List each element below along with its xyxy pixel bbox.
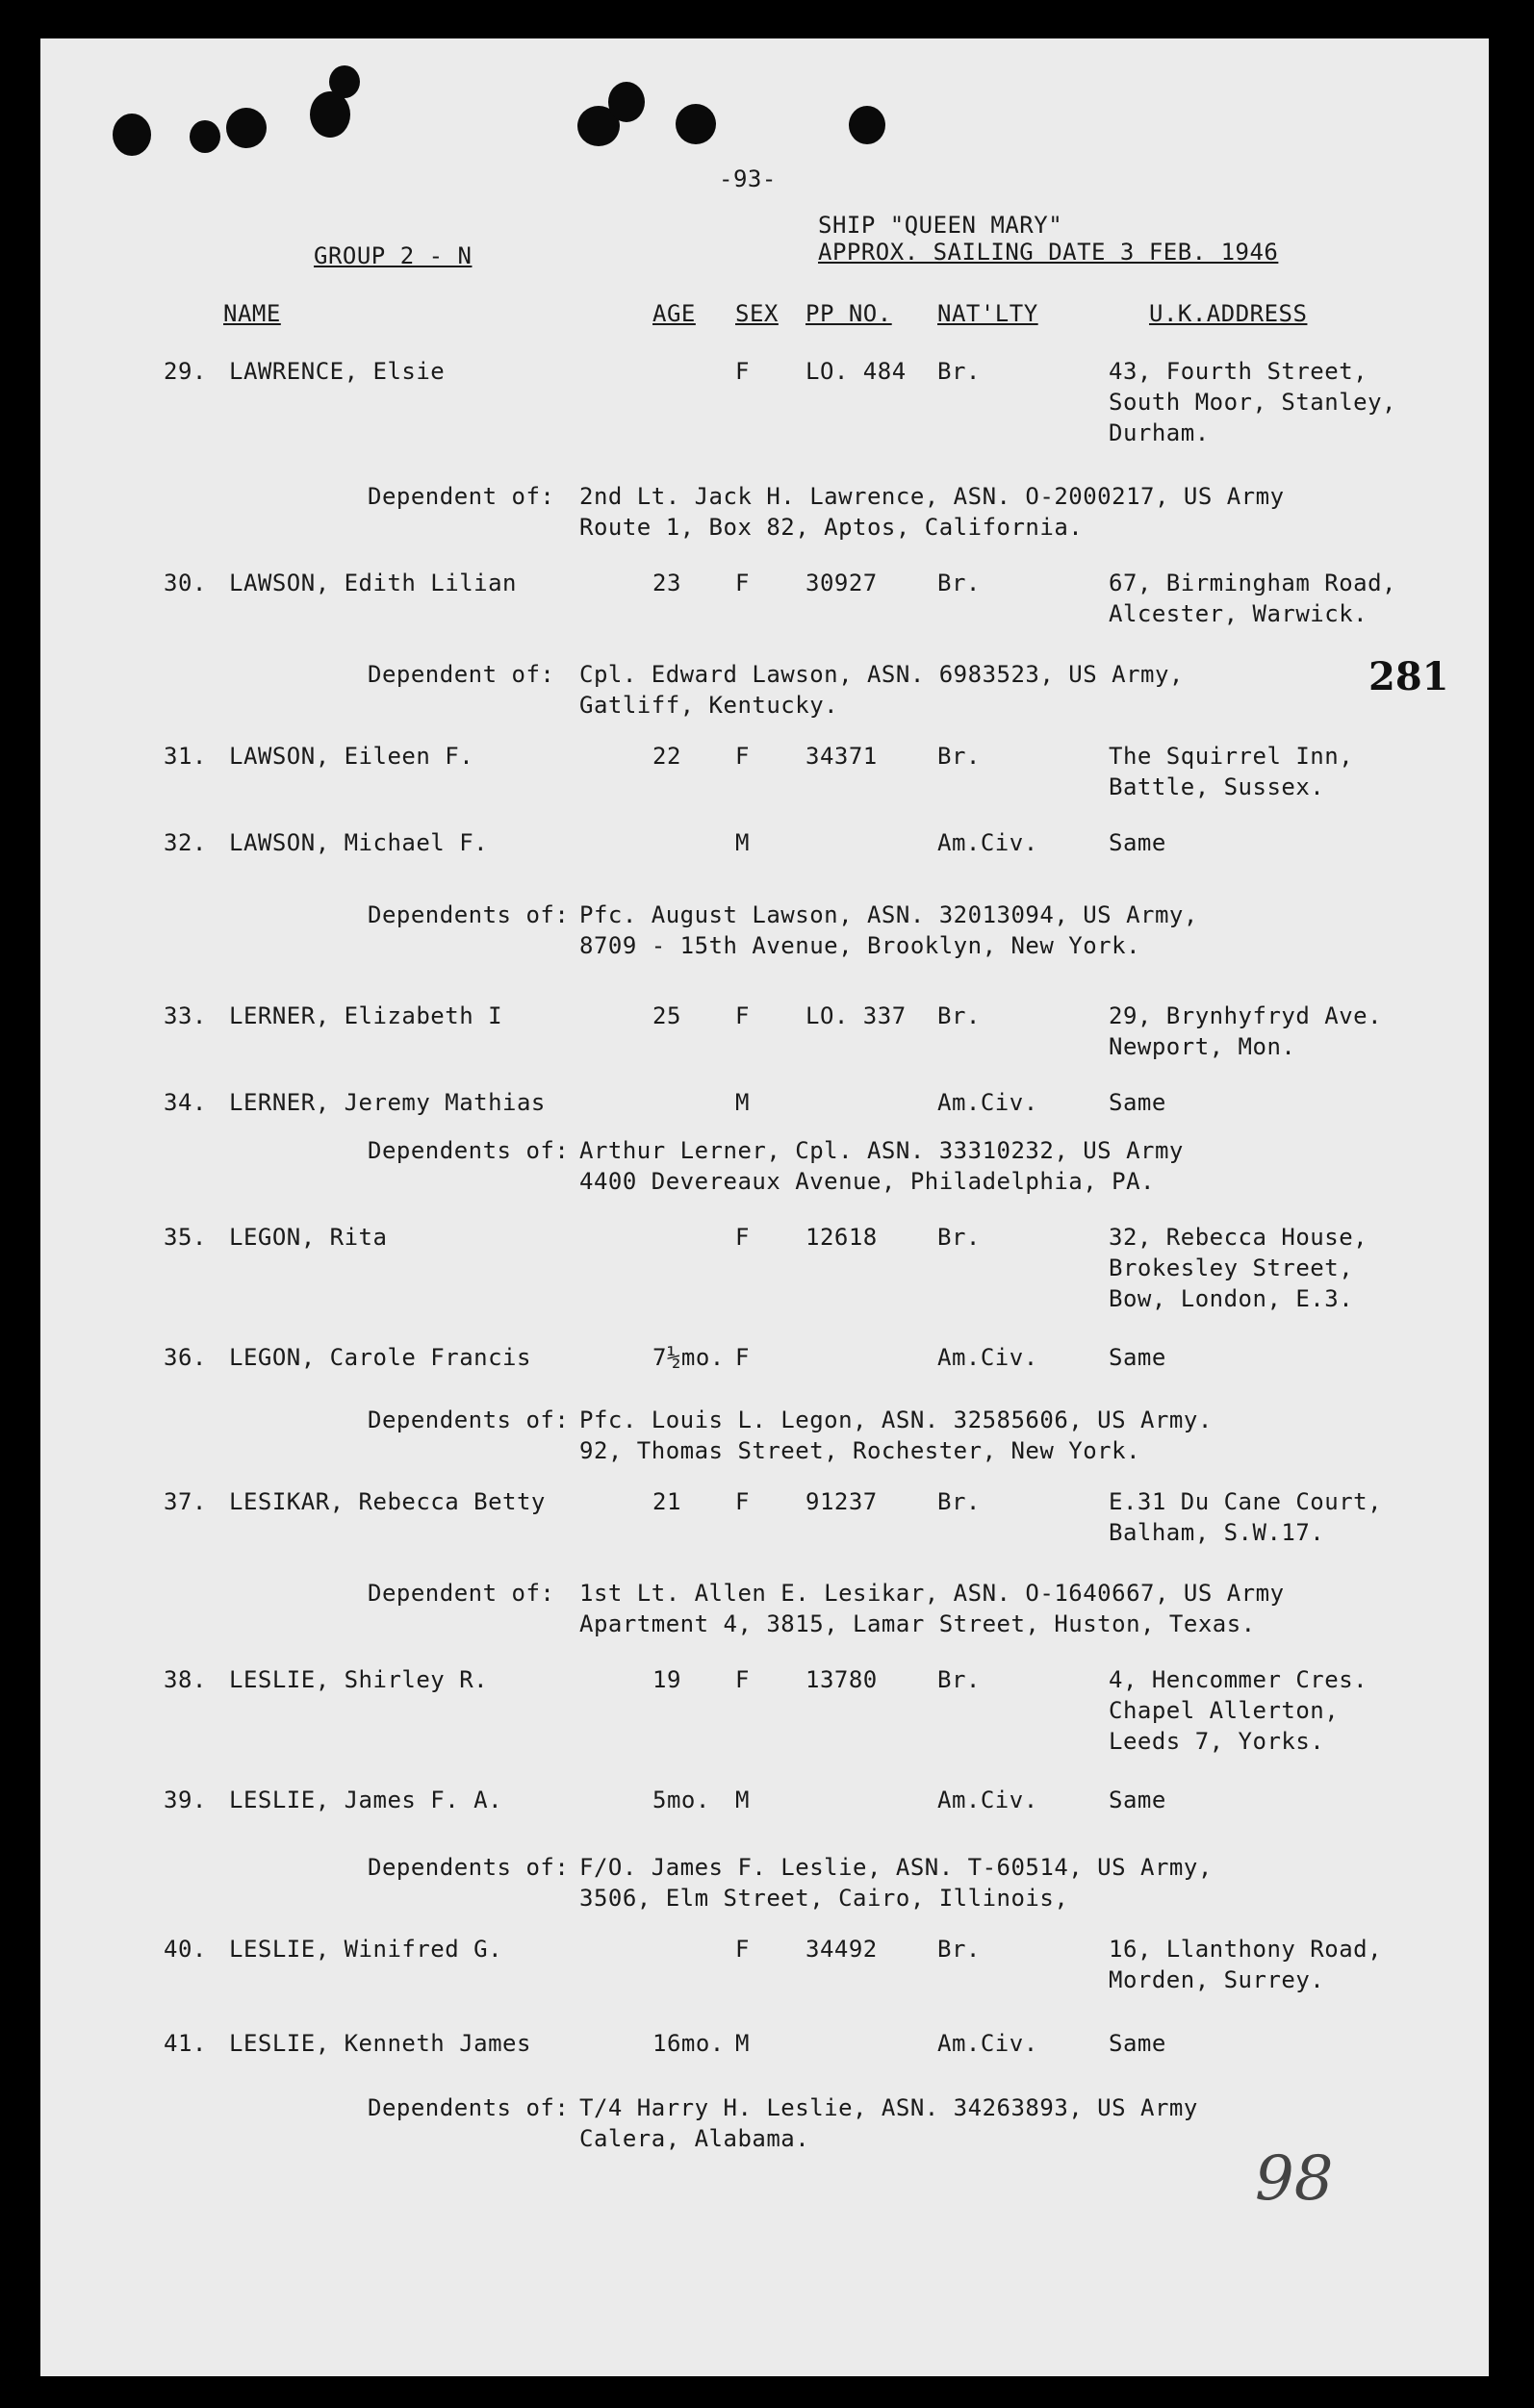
dependent-details: 1st Lt. Allen E. Lesikar, ASN. O-1640667, US Army Apartment 4, 3815, Lamar Street, Huston, Texas. (579, 1580, 1285, 1637)
entry-age: 23 (652, 570, 681, 596)
entry-nat: Br. (937, 358, 981, 385)
punch-hole (113, 114, 151, 156)
entry-name: LESLIE, Shirley R. (229, 1666, 489, 1693)
entry-age: 19 (652, 1666, 681, 1693)
entry-sex: M (735, 1787, 750, 1813)
entry-address: E.31 Du Cane Court, Balham, S.W.17. (1109, 1488, 1383, 1546)
handwritten-number: 98 (1255, 2143, 1334, 2215)
dependent-details: T/4 Harry H. Leslie, ASN. 34263893, US Army Calera, Alabama. (579, 2094, 1198, 2152)
page-label: -93- (719, 165, 777, 192)
entry-name: LAWSON, Eileen F. (229, 743, 474, 770)
entry-name: LERNER, Elizabeth I (229, 1002, 503, 1029)
entry-address: 43, Fourth Street, South Moor, Stanley, Durham. (1109, 358, 1396, 446)
punch-hole (226, 108, 267, 148)
entry-sex: F (735, 1224, 750, 1251)
entry-no: 29. (164, 358, 207, 385)
entry-nat: Br. (937, 570, 981, 596)
entry-name: LEGON, Rita (229, 1224, 388, 1251)
entry-nat: Am.Civ. (937, 1787, 1038, 1813)
entry-name: LAWRENCE, Elsie (229, 358, 446, 385)
entry-pp: 34492 (805, 1936, 878, 1963)
entry-no: 41. (164, 2030, 207, 2057)
entry-age: 5mo. (652, 1787, 710, 1813)
sailing-date-line: APPROX. SAILING DATE 3 FEB. 1946 (818, 239, 1279, 266)
entry-nat: Am.Civ. (937, 1344, 1038, 1371)
entry-sex: F (735, 743, 750, 770)
entry-address: 32, Rebecca House, Brokesley Street, Bow, London, E.3. (1109, 1224, 1368, 1312)
dependent-label: Dependents of: (368, 901, 570, 928)
entry-sex: F (735, 1488, 750, 1515)
entry-sex: F (735, 1002, 750, 1029)
entry-no: 31. (164, 743, 207, 770)
entry-name: LESLIE, James F. A. (229, 1787, 503, 1813)
entry-name: LERNER, Jeremy Mathias (229, 1089, 546, 1116)
entry-address: Same (1109, 1344, 1166, 1371)
dependent-label: Dependent of: (368, 1580, 555, 1607)
entry-nat: Br. (937, 1002, 981, 1029)
entry-no: 37. (164, 1488, 207, 1515)
punch-hole (676, 104, 716, 144)
entry-nat: Br. (937, 1488, 981, 1515)
entry-pp: LO. 484 (805, 358, 907, 385)
entry-nat: Am.Civ. (937, 1089, 1038, 1116)
column-header-name: NAME (223, 300, 281, 327)
entry-no: 32. (164, 829, 207, 856)
entry-name: LEGON, Carole Francis (229, 1344, 531, 1371)
column-header-uk-address: U.K.ADDRESS (1149, 300, 1308, 327)
entry-age: 16mo. (652, 2030, 725, 2057)
entry-age: 22 (652, 743, 681, 770)
entry-no: 39. (164, 1787, 207, 1813)
entry-name: LESLIE, Winifred G. (229, 1936, 503, 1963)
column-header-sex: SEX (735, 300, 779, 327)
entry-sex: M (735, 2030, 750, 2057)
punch-hole (329, 65, 360, 98)
entry-pp: 12618 (805, 1224, 878, 1251)
punch-hole (608, 82, 645, 122)
entry-nat: Br. (937, 1666, 981, 1693)
entry-sex: F (735, 570, 750, 596)
entry-name: LAWSON, Michael F. (229, 829, 489, 856)
entry-pp: 13780 (805, 1666, 878, 1693)
column-header-pp-no: PP NO. (805, 300, 892, 327)
dependent-details: Pfc. August Lawson, ASN. 32013094, US Army, 8709 - 15th Avenue, Brooklyn, New York. (579, 901, 1198, 959)
entry-no: 35. (164, 1224, 207, 1251)
dependent-label: Dependent of: (368, 483, 555, 510)
entry-address: 67, Birmingham Road, Alcester, Warwick. (1109, 570, 1396, 627)
entry-nat: Br. (937, 1936, 981, 1963)
entry-address: Same (1109, 1787, 1166, 1813)
entry-age: 21 (652, 1488, 681, 1515)
group-label: GROUP 2 - N (314, 242, 473, 269)
dependent-details: F/O. James F. Leslie, ASN. T-60514, US Army, 3506, Elm Street, Cairo, Illinois, (579, 1854, 1213, 1912)
entry-name: LAWSON, Edith Lilian (229, 570, 517, 596)
entry-sex: F (735, 1936, 750, 1963)
dependent-label: Dependents of: (368, 1854, 570, 1881)
document-page (40, 38, 1489, 2376)
dependent-details: Pfc. Louis L. Legon, ASN. 32585606, US Army. 92, Thomas Street, Rochester, New York. (579, 1407, 1213, 1464)
entry-pp: 91237 (805, 1488, 878, 1515)
entry-address: Same (1109, 829, 1166, 856)
entry-no: 30. (164, 570, 207, 596)
entry-no: 36. (164, 1344, 207, 1371)
entry-sex: F (735, 1344, 750, 1371)
ship-line: SHIP "QUEEN MARY" (818, 212, 1063, 239)
entry-address: 4, Hencommer Cres. Chapel Allerton, Leeds 7, Yorks. (1109, 1666, 1368, 1755)
dependent-details: Arthur Lerner, Cpl. ASN. 33310232, US Army 4400 Devereaux Avenue, Philadelphia, PA. (579, 1137, 1184, 1195)
entry-no: 38. (164, 1666, 207, 1693)
column-header-nationality: NAT'LTY (937, 300, 1038, 327)
dependent-label: Dependent of: (368, 661, 555, 688)
entry-nat: Am.Civ. (937, 2030, 1038, 2057)
entry-sex: M (735, 1089, 750, 1116)
punch-hole (310, 91, 350, 138)
entry-no: 33. (164, 1002, 207, 1029)
entry-address: Same (1109, 1089, 1166, 1116)
punch-hole (190, 120, 220, 153)
entry-address: 16, Llanthony Road, Morden, Surrey. (1109, 1936, 1383, 1993)
dependent-details: Cpl. Edward Lawson, ASN. 6983523, US Army, Gatliff, Kentucky. (579, 661, 1184, 719)
entry-name: LESLIE, Kenneth James (229, 2030, 531, 2057)
entry-pp: 30927 (805, 570, 878, 596)
entry-sex: M (735, 829, 750, 856)
entry-name: LESIKAR, Rebecca Betty (229, 1488, 546, 1515)
column-header-age: AGE (652, 300, 696, 327)
entry-pp: LO. 337 (805, 1002, 907, 1029)
dependent-label: Dependents of: (368, 1137, 570, 1164)
dependent-label: Dependents of: (368, 2094, 570, 2121)
entry-address: Same (1109, 2030, 1166, 2057)
punch-hole (849, 106, 885, 144)
stamp-number: 281 (1368, 654, 1449, 699)
entry-address: The Squirrel Inn, Battle, Sussex. (1109, 743, 1354, 800)
entry-address: 29, Brynhyfryd Ave. Newport, Mon. (1109, 1002, 1383, 1060)
entry-sex: F (735, 358, 750, 385)
entry-age: 25 (652, 1002, 681, 1029)
entry-pp: 34371 (805, 743, 878, 770)
entry-age: 7½mo. (652, 1344, 725, 1371)
entry-nat: Br. (937, 743, 981, 770)
entry-no: 40. (164, 1936, 207, 1963)
entry-no: 34. (164, 1089, 207, 1116)
dependent-details: 2nd Lt. Jack H. Lawrence, ASN. O-2000217, US Army Route 1, Box 82, Aptos, California. (579, 483, 1285, 541)
entry-nat: Am.Civ. (937, 829, 1038, 856)
entry-sex: F (735, 1666, 750, 1693)
dependent-label: Dependents of: (368, 1407, 570, 1433)
entry-nat: Br. (937, 1224, 981, 1251)
